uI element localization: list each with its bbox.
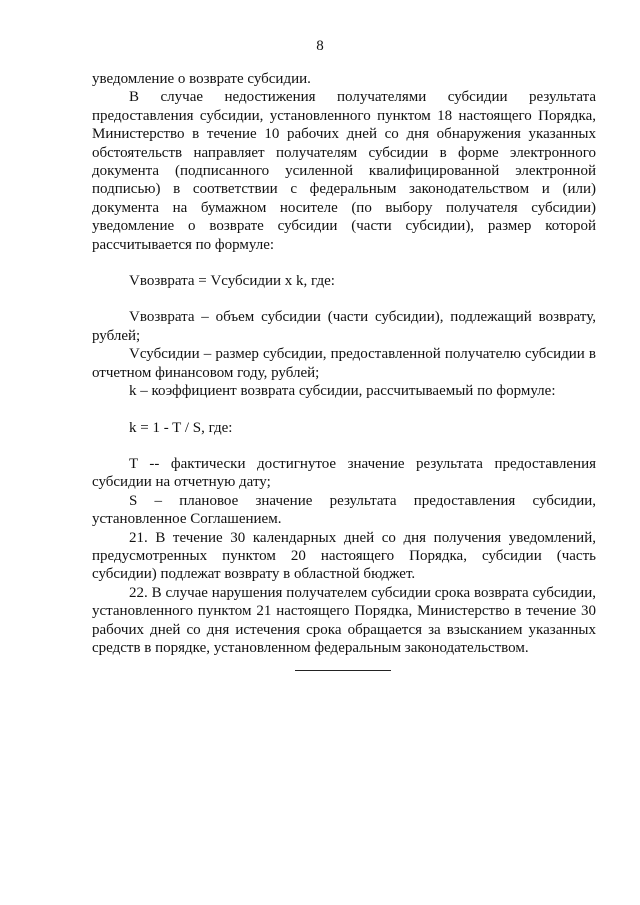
clause-21: 21. В течение 30 календарных дней со дня получения уведомлений, предусмотренных пунктом 20 настоящего Порядка, субсидии (часть субсидии) подлежат возврату в областной бюджет. (92, 529, 596, 583)
definition-k: k – коэффициент возврата субсидии, рассчитываемый по формуле: (129, 383, 556, 400)
definition-s: S – плановое значение результата предоставления субсидии, установленное Соглашением. (92, 492, 596, 528)
definition-v-subsidy: Vсубсидии – размер субсидии, предоставленной получателю субсидии в отчетном финансовом году, рублей; (92, 346, 596, 381)
end-separator-line (295, 670, 391, 671)
spacer (92, 254, 596, 272)
formula-k: k = 1 - T / S, где: (129, 419, 233, 436)
page-number: 8 (316, 38, 324, 54)
definition-t: T -- фактически достигнутое значение результата предоставления субсидии на отчетную дату; (92, 455, 596, 491)
formula-refund-volume: Vвозврата = Vсубсидии x k, где: (129, 273, 335, 290)
clause-22: 22. В случае нарушения получателем субсидии срока возврата субсидии, установленного пунктом 21 настоящего Порядка, Министерство в течение 30 рабочих дней со дня истечения срока обращается за взысканием указанных средств в порядке, установленном федеральным законодательством. (92, 584, 596, 656)
paragraph-non-achievement: В случае недостижения получателями субсидии результата предоставления субсидии, установленного пунктом 18 настоящего Порядка, Министерство в течение 10 рабочих дней со дня обнаружения указанных обстоятельств направляет получателям субсидии в форме электронного документа (подписанного усиленной квалифицированной электронной подписью) в соответствии с федеральным законодательством и (или) документа на бумажном носителе (по выбору получателя субсидии) уведомление о возврате субсидии (части субсидии), размер которой рассчитывается по формуле: (92, 89, 596, 253)
document-body (92, 70, 596, 657)
spacer (92, 437, 596, 455)
definition-v-refund: Vвозврата – объем субсидии (части субсидии), подлежащий возврату, рублей; (92, 309, 596, 344)
spacer (92, 290, 596, 308)
spacer (92, 401, 596, 419)
paragraph-notice-end: уведомление о возврате субсидии. (92, 71, 311, 87)
